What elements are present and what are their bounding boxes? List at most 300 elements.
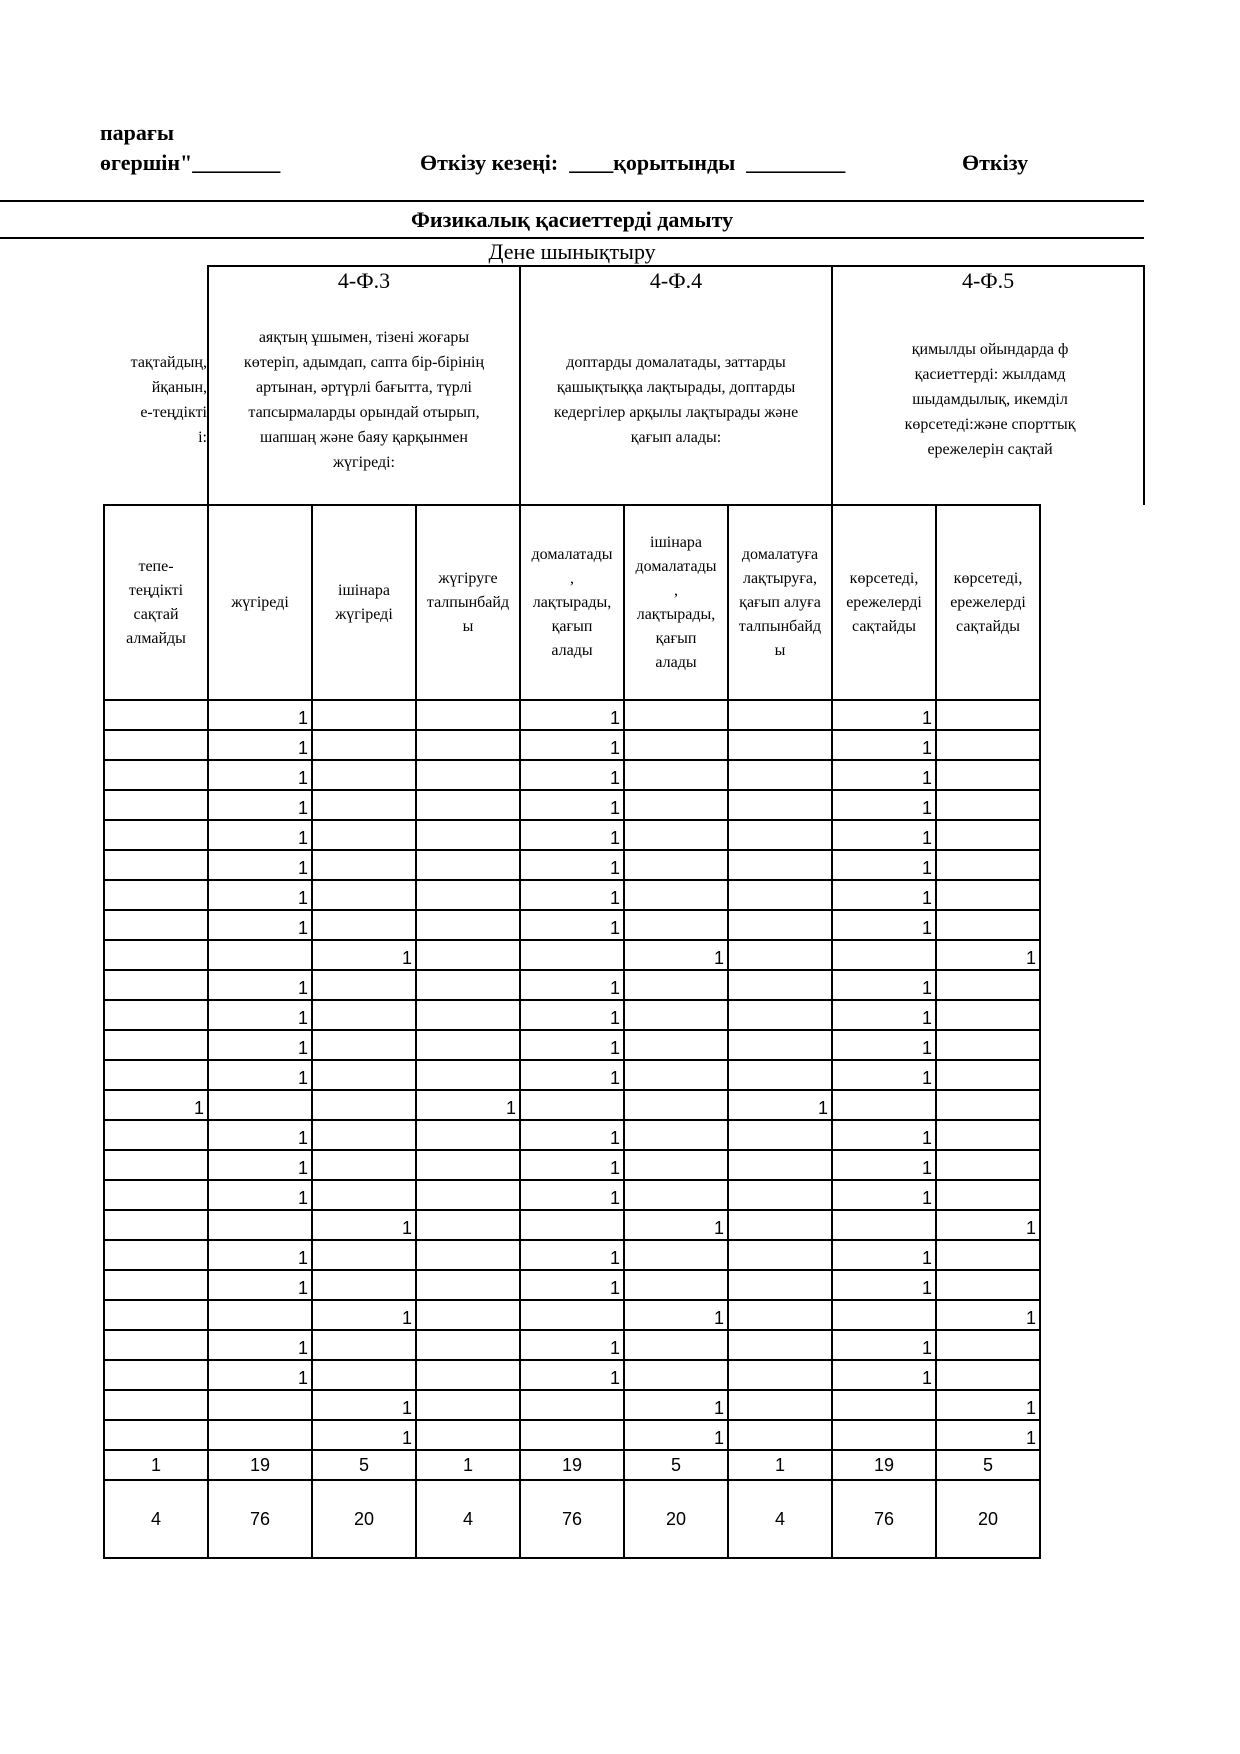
score-cell: 1 bbox=[624, 1210, 728, 1240]
spacer-cell bbox=[1040, 1480, 1144, 1558]
score-cell: 1 bbox=[832, 760, 936, 790]
score-cell: 1 bbox=[208, 1000, 312, 1030]
spacer-cell bbox=[0, 910, 104, 940]
score-cell bbox=[936, 1030, 1040, 1060]
table-row bbox=[0, 1060, 1144, 1090]
score-cell: 1 bbox=[832, 880, 936, 910]
score-cell bbox=[624, 1330, 728, 1360]
spacer-cell bbox=[0, 1030, 104, 1060]
spacer-cell bbox=[1040, 880, 1144, 910]
score-cell: 1 bbox=[624, 1300, 728, 1330]
score-cell bbox=[416, 940, 520, 970]
score-cell bbox=[312, 820, 416, 850]
score-cell: 1 bbox=[832, 850, 936, 880]
spacer-cell bbox=[1040, 1090, 1144, 1120]
table-row bbox=[0, 1120, 1144, 1150]
score-cell bbox=[416, 970, 520, 1000]
percent-cell: 4 bbox=[104, 1480, 208, 1558]
score-cell: 1 bbox=[832, 1030, 936, 1060]
percent-cell: 4 bbox=[728, 1480, 832, 1558]
score-cell bbox=[936, 760, 1040, 790]
score-cell bbox=[312, 1240, 416, 1270]
spacer-cell bbox=[0, 940, 104, 970]
score-cell bbox=[312, 970, 416, 1000]
score-cell bbox=[104, 970, 208, 1000]
score-cell: 1 bbox=[936, 1210, 1040, 1240]
score-cell bbox=[416, 700, 520, 730]
spacer-cell bbox=[1040, 1150, 1144, 1180]
score-cell bbox=[416, 910, 520, 940]
score-cell bbox=[312, 760, 416, 790]
score-cell: 1 bbox=[832, 1330, 936, 1360]
score-cell: 1 bbox=[312, 1420, 416, 1450]
score-cell bbox=[416, 1270, 520, 1300]
score-cell bbox=[104, 1390, 208, 1420]
score-cell bbox=[936, 730, 1040, 760]
level-header: ішінара домалатады , лақтырады, қағып алады bbox=[624, 505, 728, 700]
score-cell: 1 bbox=[208, 850, 312, 880]
score-cell bbox=[416, 1120, 520, 1150]
total-cell: 1 bbox=[728, 1450, 832, 1480]
spacer-cell bbox=[1040, 505, 1144, 700]
table-row bbox=[0, 940, 1144, 970]
score-cell bbox=[624, 1060, 728, 1090]
score-cell bbox=[104, 910, 208, 940]
header-line-1: парағы bbox=[100, 120, 175, 145]
group-code-row bbox=[0, 266, 1144, 295]
score-cell bbox=[728, 940, 832, 970]
score-cell bbox=[728, 1210, 832, 1240]
score-cell bbox=[416, 1180, 520, 1210]
spacer-cell bbox=[0, 1450, 104, 1480]
header-period: Өткізу кезеңі: ____қорытынды _________ bbox=[420, 150, 846, 175]
score-cell: 1 bbox=[208, 790, 312, 820]
spacer-cell bbox=[0, 1120, 104, 1150]
spacer-cell bbox=[1040, 1240, 1144, 1270]
table-row bbox=[0, 970, 1144, 1000]
spacer-cell bbox=[0, 970, 104, 1000]
score-cell bbox=[312, 1000, 416, 1030]
score-cell bbox=[104, 1000, 208, 1030]
score-cell bbox=[624, 790, 728, 820]
score-cell bbox=[104, 760, 208, 790]
table-viewport bbox=[104, 200, 1076, 1600]
spacer-cell bbox=[1040, 1030, 1144, 1060]
score-cell bbox=[624, 1120, 728, 1150]
score-cell: 1 bbox=[208, 730, 312, 760]
spacer-cell bbox=[0, 1150, 104, 1180]
spacer-cell bbox=[1040, 1000, 1144, 1030]
assessment-table bbox=[0, 200, 1145, 1559]
percent-cell: 20 bbox=[936, 1480, 1040, 1558]
score-cell bbox=[208, 1300, 312, 1330]
score-cell: 1 bbox=[936, 940, 1040, 970]
score-cell bbox=[312, 1360, 416, 1390]
spacer-cell bbox=[1040, 940, 1144, 970]
table-row bbox=[0, 1330, 1144, 1360]
score-cell bbox=[624, 1180, 728, 1210]
score-cell bbox=[728, 1420, 832, 1450]
score-cell bbox=[728, 1360, 832, 1390]
total-cell: 19 bbox=[832, 1450, 936, 1480]
score-cell bbox=[416, 1420, 520, 1450]
score-cell: 1 bbox=[520, 1360, 624, 1390]
score-cell bbox=[104, 1210, 208, 1240]
score-cell bbox=[416, 1330, 520, 1360]
spacer-cell bbox=[0, 1000, 104, 1030]
table-row bbox=[0, 1390, 1144, 1420]
score-cell bbox=[208, 1210, 312, 1240]
percent-cell: 20 bbox=[312, 1480, 416, 1558]
header-conducting: Өткізу bbox=[962, 150, 1029, 175]
score-cell bbox=[520, 1420, 624, 1450]
score-cell: 1 bbox=[832, 820, 936, 850]
score-cell bbox=[104, 880, 208, 910]
score-cell: 1 bbox=[520, 850, 624, 880]
spacer-cell bbox=[0, 1360, 104, 1390]
score-cell bbox=[832, 1390, 936, 1420]
score-cell bbox=[104, 1330, 208, 1360]
score-cell: 1 bbox=[208, 1360, 312, 1390]
score-cell bbox=[728, 730, 832, 760]
level-header: тепе- теңдікті сақтай алмайды bbox=[104, 505, 208, 700]
score-cell bbox=[104, 1270, 208, 1300]
group-code-1: 4-Ф.3 bbox=[208, 266, 520, 295]
score-cell bbox=[624, 1240, 728, 1270]
score-cell: 1 bbox=[520, 880, 624, 910]
score-cell: 1 bbox=[208, 820, 312, 850]
score-cell bbox=[208, 1390, 312, 1420]
score-cell: 1 bbox=[936, 1420, 1040, 1450]
score-cell bbox=[416, 1210, 520, 1240]
score-cell bbox=[416, 880, 520, 910]
table-row bbox=[0, 700, 1144, 730]
score-cell: 1 bbox=[208, 1240, 312, 1270]
score-cell bbox=[936, 1360, 1040, 1390]
score-cell bbox=[104, 790, 208, 820]
table-row bbox=[0, 820, 1144, 850]
score-cell bbox=[312, 1090, 416, 1120]
score-cell bbox=[728, 790, 832, 820]
score-cell: 1 bbox=[832, 730, 936, 760]
score-cell bbox=[728, 1000, 832, 1030]
score-cell bbox=[728, 760, 832, 790]
spacer-cell bbox=[0, 760, 104, 790]
score-cell bbox=[624, 730, 728, 760]
spacer-cell bbox=[0, 700, 104, 730]
score-cell bbox=[936, 1270, 1040, 1300]
score-cell bbox=[936, 1150, 1040, 1180]
score-cell bbox=[728, 1270, 832, 1300]
percent-cell: 20 bbox=[624, 1480, 728, 1558]
spacer-cell bbox=[0, 1060, 104, 1090]
score-cell: 1 bbox=[520, 1000, 624, 1030]
score-cell bbox=[104, 1240, 208, 1270]
score-cell bbox=[624, 970, 728, 1000]
score-cell: 1 bbox=[832, 1060, 936, 1090]
score-cell bbox=[728, 700, 832, 730]
table-row bbox=[0, 1180, 1144, 1210]
score-cell: 1 bbox=[624, 1390, 728, 1420]
score-cell: 1 bbox=[312, 940, 416, 970]
spacer-cell bbox=[1040, 1300, 1144, 1330]
spacer-cell bbox=[0, 1090, 104, 1120]
score-cell bbox=[104, 820, 208, 850]
table-row bbox=[0, 1420, 1144, 1450]
score-cell: 1 bbox=[832, 700, 936, 730]
spacer-cell bbox=[0, 1300, 104, 1330]
spacer-cell bbox=[1040, 790, 1144, 820]
totals-row bbox=[0, 1450, 1144, 1480]
spacer-cell bbox=[1040, 820, 1144, 850]
score-cell: 1 bbox=[832, 1000, 936, 1030]
score-cell: 1 bbox=[312, 1210, 416, 1240]
score-cell: 1 bbox=[832, 790, 936, 820]
level-header: көрсетеді, ережелерді сақтайды bbox=[936, 505, 1040, 700]
score-cell bbox=[104, 1030, 208, 1060]
score-cell: 1 bbox=[832, 1360, 936, 1390]
table-row bbox=[0, 1000, 1144, 1030]
score-cell: 1 bbox=[520, 820, 624, 850]
score-cell bbox=[624, 1090, 728, 1120]
score-cell bbox=[728, 850, 832, 880]
score-cell bbox=[520, 1090, 624, 1120]
score-cell bbox=[104, 1300, 208, 1330]
percent-cell: 76 bbox=[832, 1480, 936, 1558]
total-cell: 5 bbox=[936, 1450, 1040, 1480]
subsection-title: Дене шынықтыру bbox=[488, 239, 656, 264]
score-cell bbox=[416, 790, 520, 820]
score-cell: 1 bbox=[520, 790, 624, 820]
score-cell bbox=[936, 1120, 1040, 1150]
spacer-cell bbox=[0, 1210, 104, 1240]
score-cell bbox=[520, 940, 624, 970]
score-cell bbox=[728, 1150, 832, 1180]
score-cell: 1 bbox=[208, 1180, 312, 1210]
table-row bbox=[0, 880, 1144, 910]
total-cell: 1 bbox=[416, 1450, 520, 1480]
spacer-cell bbox=[1040, 700, 1144, 730]
spacer-cell bbox=[1040, 1360, 1144, 1390]
score-cell bbox=[936, 910, 1040, 940]
score-cell bbox=[728, 1390, 832, 1420]
score-cell bbox=[312, 1150, 416, 1180]
score-cell: 1 bbox=[208, 1030, 312, 1060]
percent-row bbox=[0, 1480, 1144, 1558]
score-cell bbox=[728, 1060, 832, 1090]
score-cell bbox=[936, 790, 1040, 820]
score-cell bbox=[728, 970, 832, 1000]
score-cell: 1 bbox=[416, 1090, 520, 1120]
score-cell bbox=[728, 1300, 832, 1330]
score-cell bbox=[104, 850, 208, 880]
score-cell bbox=[728, 1030, 832, 1060]
spacer-cell bbox=[0, 730, 104, 760]
score-cell bbox=[624, 1360, 728, 1390]
score-cell bbox=[728, 1180, 832, 1210]
score-cell bbox=[624, 1000, 728, 1030]
group-description-1: аяқтың ұшымен, тізені жоғары көтеріп, адымдап, сапта бір-бірінің артынан, әртүрлі бағытта, түрлі тапсырмаларды орындай отырып, шапшаң және баяу қарқынмен жүгіреді: bbox=[208, 295, 520, 505]
score-cell: 1 bbox=[832, 1180, 936, 1210]
score-cell bbox=[208, 1420, 312, 1450]
score-cell bbox=[832, 1210, 936, 1240]
score-cell bbox=[416, 1150, 520, 1180]
score-cell bbox=[936, 1240, 1040, 1270]
score-cell: 1 bbox=[208, 700, 312, 730]
spacer-cell bbox=[0, 505, 104, 700]
score-cell: 1 bbox=[832, 1120, 936, 1150]
score-cell: 1 bbox=[520, 1150, 624, 1180]
score-cell bbox=[312, 850, 416, 880]
score-cell bbox=[104, 1150, 208, 1180]
spacer-cell bbox=[1040, 1420, 1144, 1450]
score-cell bbox=[832, 940, 936, 970]
score-cell bbox=[312, 790, 416, 820]
spacer-cell bbox=[1040, 1060, 1144, 1090]
score-cell bbox=[104, 1180, 208, 1210]
level-header-row bbox=[0, 505, 1144, 700]
score-cell: 1 bbox=[520, 1330, 624, 1360]
score-cell bbox=[312, 1330, 416, 1360]
score-cell: 1 bbox=[832, 1150, 936, 1180]
table-row bbox=[0, 1090, 1144, 1120]
score-cell bbox=[728, 1240, 832, 1270]
score-cell bbox=[936, 880, 1040, 910]
score-cell bbox=[104, 1360, 208, 1390]
spacer-cell bbox=[1040, 1450, 1144, 1480]
spacer-cell bbox=[0, 820, 104, 850]
spacer-cell bbox=[0, 790, 104, 820]
score-cell: 1 bbox=[832, 910, 936, 940]
score-cell bbox=[624, 820, 728, 850]
score-cell bbox=[936, 970, 1040, 1000]
score-cell bbox=[832, 1090, 936, 1120]
score-cell bbox=[624, 1270, 728, 1300]
score-cell bbox=[416, 760, 520, 790]
score-cell bbox=[312, 1030, 416, 1060]
section-title-row bbox=[0, 201, 1144, 238]
table-row bbox=[0, 850, 1144, 880]
score-cell bbox=[520, 1300, 624, 1330]
score-cell bbox=[416, 1030, 520, 1060]
score-cell: 1 bbox=[208, 970, 312, 1000]
percent-cell: 76 bbox=[520, 1480, 624, 1558]
score-cell: 1 bbox=[520, 760, 624, 790]
score-cell bbox=[312, 730, 416, 760]
score-cell bbox=[624, 850, 728, 880]
table-row bbox=[0, 1360, 1144, 1390]
score-cell bbox=[312, 1270, 416, 1300]
score-cell bbox=[936, 1060, 1040, 1090]
percent-cell: 4 bbox=[416, 1480, 520, 1558]
score-cell bbox=[416, 850, 520, 880]
score-cell bbox=[624, 1150, 728, 1180]
score-cell bbox=[936, 1180, 1040, 1210]
score-cell bbox=[312, 880, 416, 910]
score-cell: 1 bbox=[624, 940, 728, 970]
score-cell: 1 bbox=[520, 1270, 624, 1300]
score-cell: 1 bbox=[208, 910, 312, 940]
score-cell: 1 bbox=[520, 700, 624, 730]
score-cell bbox=[832, 1300, 936, 1330]
spacer-cell bbox=[0, 850, 104, 880]
score-cell bbox=[728, 880, 832, 910]
score-cell: 1 bbox=[208, 1150, 312, 1180]
score-cell: 1 bbox=[520, 970, 624, 1000]
score-cell bbox=[936, 1090, 1040, 1120]
score-cell: 1 bbox=[624, 1420, 728, 1450]
level-header: жүгіреді bbox=[208, 505, 312, 700]
score-cell bbox=[832, 1420, 936, 1450]
spacer-cell bbox=[1040, 1330, 1144, 1360]
spacer-cell bbox=[1040, 730, 1144, 760]
spacer-cell bbox=[1040, 1270, 1144, 1300]
spacer-cell bbox=[0, 1180, 104, 1210]
total-cell: 1 bbox=[104, 1450, 208, 1480]
group-description-3: қимылды ойындарда ф қасиеттерді: жылдамд шыдамдылық, икемділ көрсетеді:және спорттық ережелерін сақтай bbox=[832, 295, 1144, 505]
total-cell: 5 bbox=[624, 1450, 728, 1480]
level-header: домалатуға лақтыруға, қағып алуға талпынбайд ы bbox=[728, 505, 832, 700]
group-description-2: доптарды домалатады, заттарды қашықтыққа лақтырады, доптарды кедергілер арқылы лақтырады және қағып алады: bbox=[520, 295, 832, 505]
table-row bbox=[0, 1030, 1144, 1060]
table-row bbox=[0, 730, 1144, 760]
score-cell bbox=[104, 700, 208, 730]
score-cell bbox=[520, 1390, 624, 1420]
score-cell: 1 bbox=[936, 1300, 1040, 1330]
spacer-cell bbox=[1040, 1180, 1144, 1210]
spacer-cell bbox=[0, 1270, 104, 1300]
score-cell bbox=[624, 700, 728, 730]
spacer-cell bbox=[1040, 910, 1144, 940]
score-cell: 1 bbox=[520, 1030, 624, 1060]
score-cell: 1 bbox=[520, 730, 624, 760]
score-cell bbox=[416, 1360, 520, 1390]
spacer-cell bbox=[0, 1390, 104, 1420]
level-header: домалатады , лақтырады, қағып алады bbox=[520, 505, 624, 700]
score-cell: 1 bbox=[312, 1300, 416, 1330]
percent-cell: 76 bbox=[208, 1480, 312, 1558]
score-cell: 1 bbox=[728, 1090, 832, 1120]
spacer-cell bbox=[1040, 970, 1144, 1000]
header-group-name: өгершін"________ bbox=[100, 150, 281, 175]
score-cell bbox=[624, 1030, 728, 1060]
score-cell bbox=[416, 1060, 520, 1090]
spacer-cell bbox=[0, 880, 104, 910]
score-cell: 1 bbox=[832, 1240, 936, 1270]
group-code-2: 4-Ф.4 bbox=[520, 266, 832, 295]
score-cell: 1 bbox=[208, 880, 312, 910]
group-description-row bbox=[0, 295, 1144, 505]
spacer-cell bbox=[1040, 1120, 1144, 1150]
table-row bbox=[0, 1300, 1144, 1330]
score-cell bbox=[936, 1000, 1040, 1030]
score-cell bbox=[312, 1060, 416, 1090]
score-cell: 1 bbox=[208, 1060, 312, 1090]
group-code-0 bbox=[0, 266, 208, 295]
score-cell bbox=[936, 1330, 1040, 1360]
score-cell: 1 bbox=[832, 1270, 936, 1300]
table-row bbox=[0, 790, 1144, 820]
score-cell: 1 bbox=[520, 1240, 624, 1270]
spacer-cell bbox=[0, 1420, 104, 1450]
score-cell bbox=[104, 1120, 208, 1150]
score-cell bbox=[312, 910, 416, 940]
score-cell bbox=[416, 1390, 520, 1420]
score-cell: 1 bbox=[208, 1270, 312, 1300]
score-cell bbox=[624, 880, 728, 910]
table-row bbox=[0, 910, 1144, 940]
section-title: Физикалық қасиеттерді дамыту bbox=[0, 201, 1144, 238]
